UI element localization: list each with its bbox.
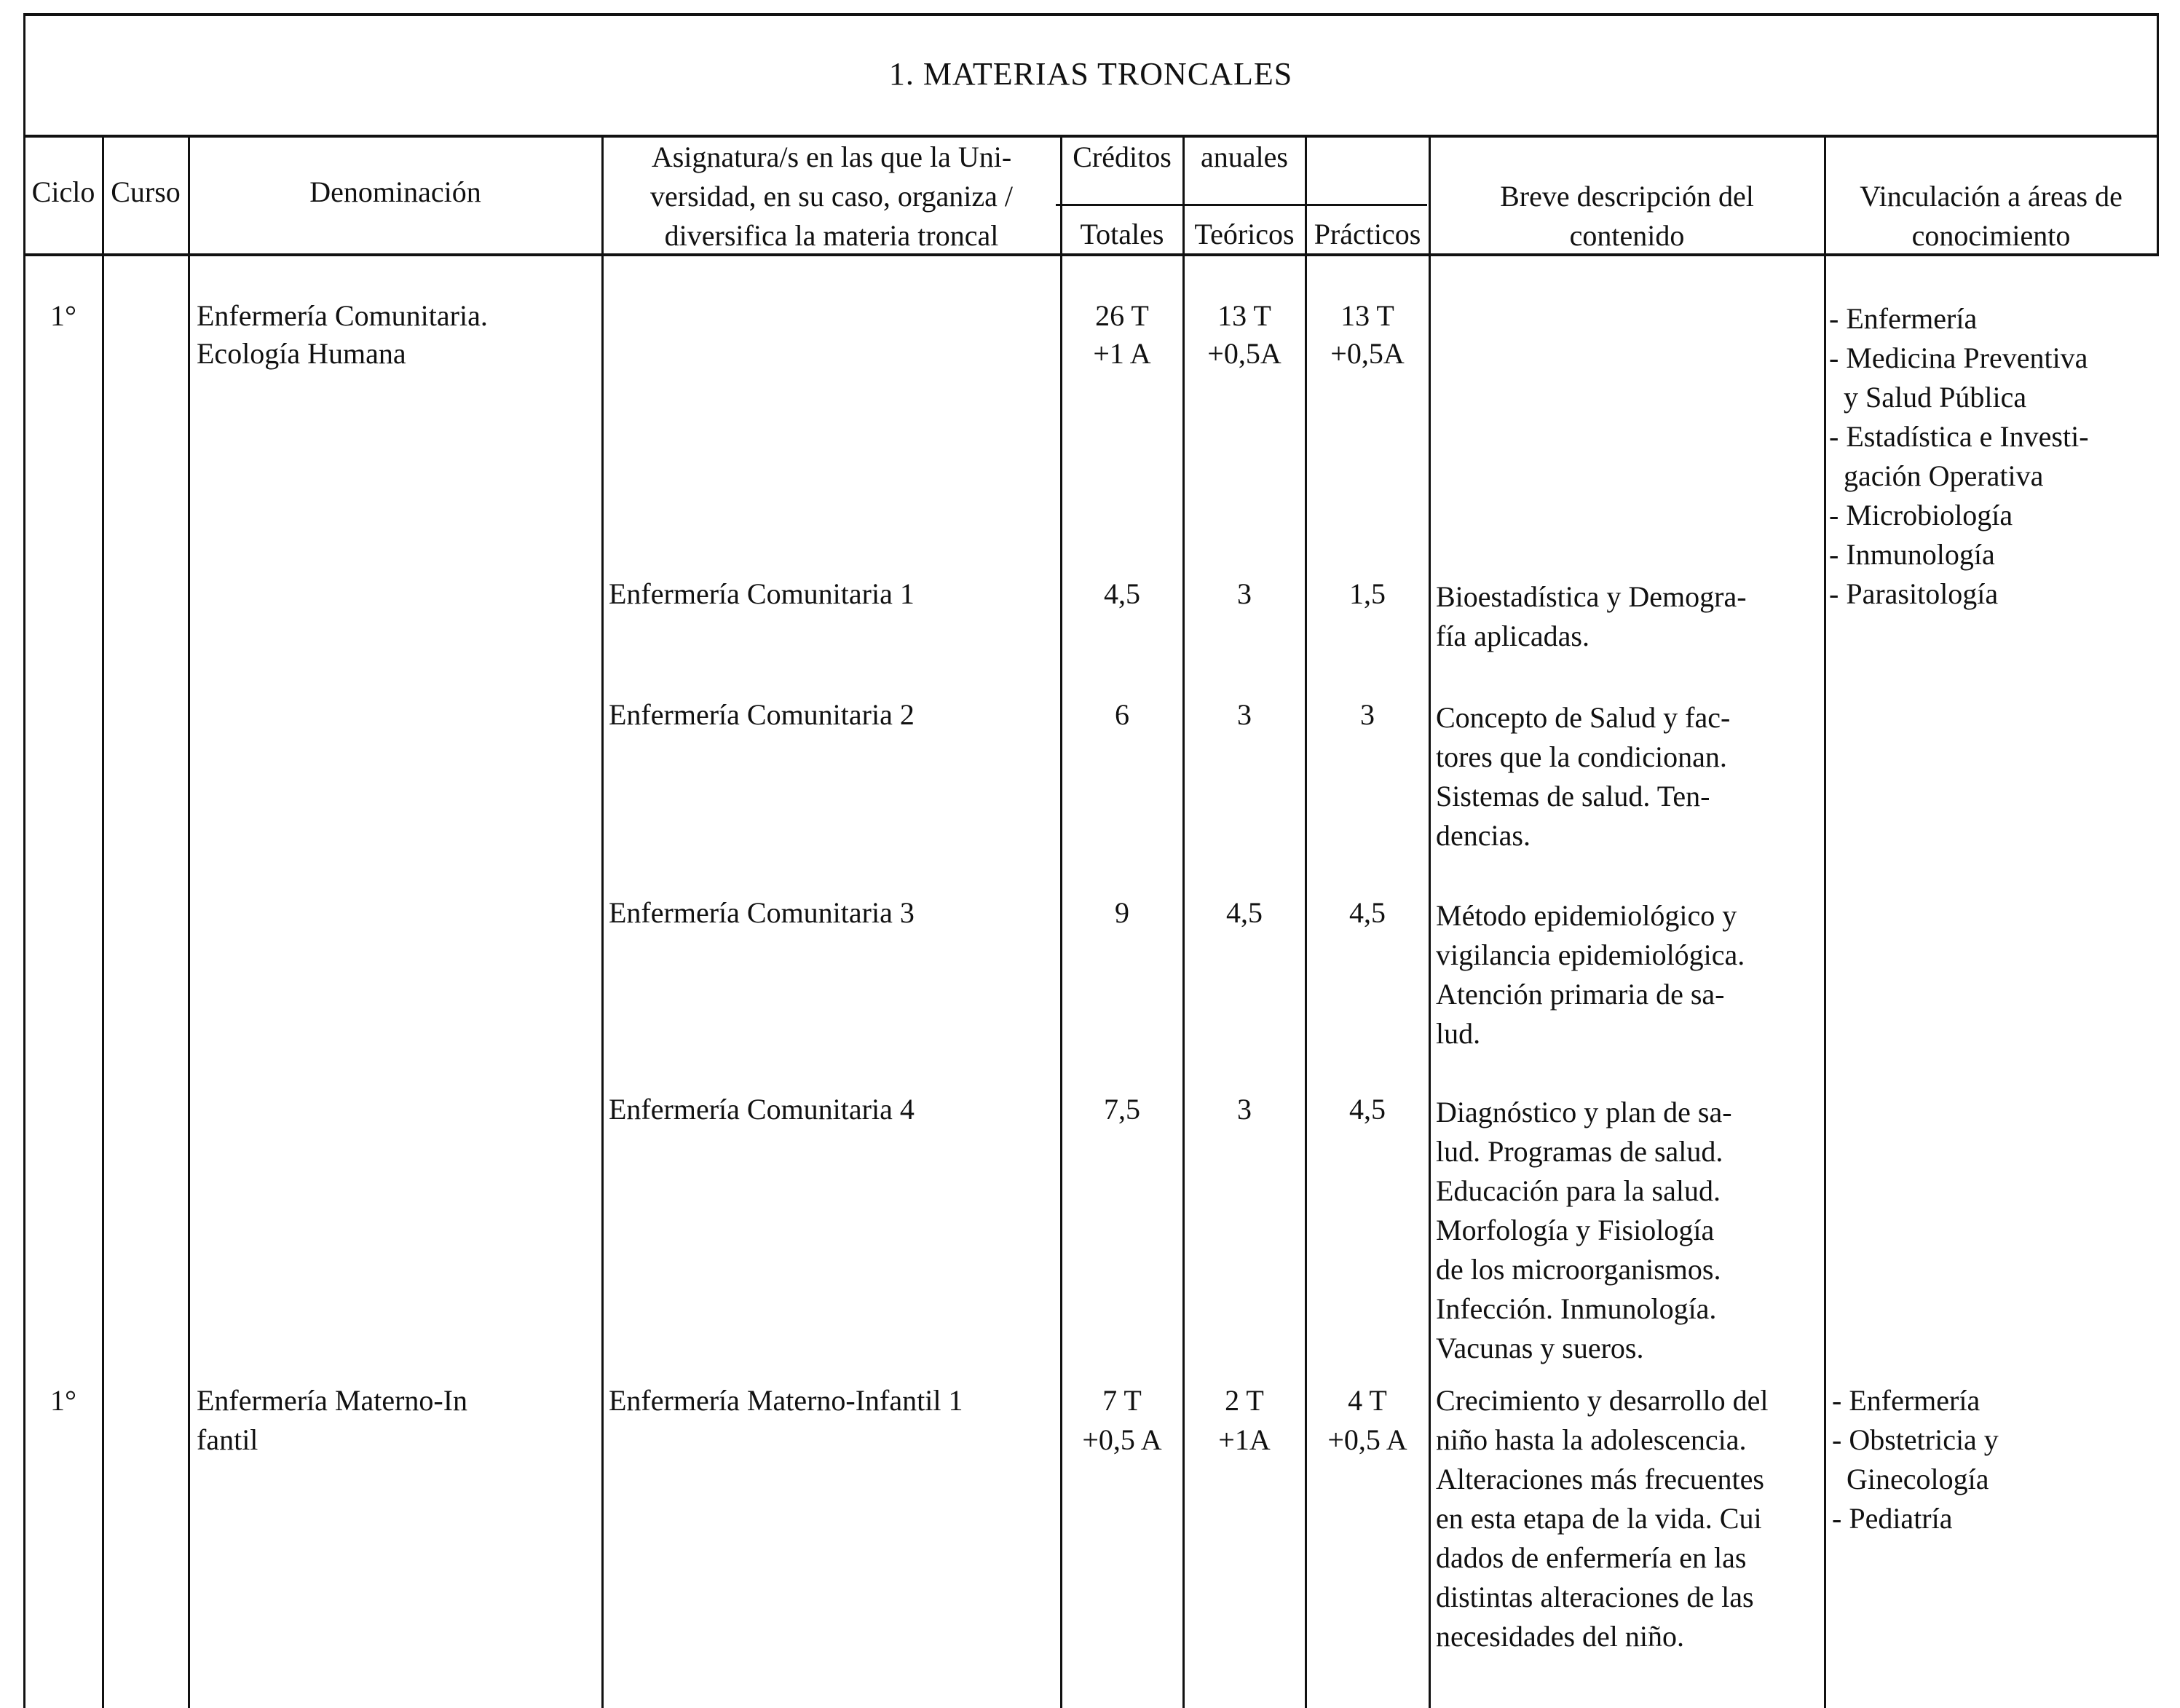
header-asignatura-line1: Asignatura/s en las que la Uni- [651,141,1012,173]
row-descripcion-line4: en esta etapa de la vida. Cui [1436,1502,1762,1535]
header-curso: Curso [111,175,181,208]
col-sep-vinculacion [1824,135,1826,1708]
row-totales-line2: +1 A [1093,337,1151,370]
row-descripcion-line6: Infección. Inmunología. [1436,1292,1717,1325]
row-vinculacion-line1: - Enfermería [1829,302,1978,335]
row-denominacion-line2: fantil [197,1423,258,1456]
row-descripcion-line5: dados de enfermería en las [1436,1541,1747,1574]
row-descripcion-line1: Bioestadística y Demogra- [1436,580,1747,613]
row-descripcion-line2: vigilancia epidemiológica. [1436,938,1745,971]
row-denominacion-line1: Enfermería Comunitaria. [197,299,488,332]
row-ciclo: 1° [50,299,76,332]
table-right-border [2157,13,2159,256]
row-descripcion-line1: Crecimiento y desarrollo del [1436,1384,1769,1417]
row-descripcion-line3: Alteraciones más frecuentes [1436,1463,1764,1495]
row-totales: 7,5 [1104,1093,1140,1126]
row-practicos-line2: +0,5A [1330,337,1405,370]
header-vinculacion-line2: conocimiento [1911,219,2071,252]
row-asignatura: Enfermería Comunitaria 2 [609,698,915,731]
row-descripcion-line3: Atención primaria de sa- [1436,978,1725,1011]
row-asignatura: Enfermería Comunitaria 1 [609,577,915,610]
table-left-border [23,13,25,1708]
table-top-border [23,13,2158,16]
header-ciclo: Ciclo [31,175,95,208]
row-vinculacion-line4: - Estadística e Investi- [1829,420,2089,453]
row-totales: 6 [1115,698,1129,731]
row-descripcion-line1: Método epidemiológico y [1436,899,1737,932]
row-practicos: 4,5 [1349,896,1386,929]
row-denominacion-line2: Ecología Humana [197,337,406,370]
row-totales-line1: 26 T [1095,299,1149,332]
row-descripcion-line7: Vacunas y sueros. [1436,1332,1644,1364]
row-descripcion-line4: dencias. [1436,819,1531,852]
row-teoricos-line1: 2 T [1225,1384,1264,1417]
row-vinculacion-line3: y Salud Pública [1829,381,2027,414]
row-descripcion-line1: Concepto de Salud y fac- [1436,701,1731,734]
row-descripcion-line6: distintas alteraciones de las [1436,1581,1754,1613]
row-ciclo: 1° [50,1384,76,1417]
header-teoricos: Teóricos [1194,218,1295,250]
header-asignatura-line2: versidad, en su caso, organiza / [650,180,1013,213]
row-descripcion-line2: tores que la condicionan. [1436,740,1727,773]
col-sep-curso [102,135,104,1708]
row-descripcion-line3: Educación para la salud. [1436,1174,1721,1207]
row-practicos-line2: +0,5 A [1327,1423,1407,1456]
row-descripcion-line3: Sistemas de salud. Ten- [1436,780,1710,813]
row-descripcion-line2: niño hasta la adolescencia. [1436,1423,1747,1456]
header-descripcion-line1: Breve descripción del [1500,180,1754,213]
row-denominacion-line1: Enfermería Materno-In [197,1384,468,1417]
row-teoricos: 3 [1237,698,1252,731]
row-descripcion-line4: Morfología y Fisiología [1436,1214,1715,1246]
row-vinculacion-line6: - Microbiología [1829,499,2013,531]
row-teoricos-line2: +0,5A [1207,337,1281,370]
row-descripcion-line2: fía aplicadas. [1436,620,1589,652]
header-asignatura-line3: diversifica la materia troncal [664,219,999,252]
header-vinculacion-line1: Vinculación a áreas de [1860,180,2122,213]
col-sep-descripcion [1429,135,1431,1708]
row-asignatura: Enfermería Comunitaria 4 [609,1093,915,1126]
row-practicos: 4,5 [1349,1093,1386,1126]
row-practicos-line1: 13 T [1340,299,1394,332]
row-asignatura: Enfermería Materno-Infantil 1 [609,1384,963,1417]
row-totales-line1: 7 T [1102,1384,1142,1417]
row-teoricos-line1: 13 T [1217,299,1271,332]
row-vinculacion-line3: Ginecología [1832,1463,1989,1495]
row-asignatura: Enfermería Comunitaria 3 [609,896,915,929]
row-practicos: 1,5 [1349,577,1386,610]
row-vinculacion-line8: - Parasitología [1829,577,1999,610]
row-descripcion-line5: de los microorganismos. [1436,1253,1721,1286]
row-totales-line2: +0,5 A [1082,1423,1162,1456]
header-descripcion-line2: contenido [1569,219,1685,252]
row-teoricos: 3 [1237,1093,1252,1126]
row-descripcion-line2: lud. Programas de salud. [1436,1135,1723,1168]
header-totales: Totales [1080,218,1164,250]
table-title: 1. MATERIAS TRONCALES [888,56,1293,92]
row-vinculacion-line5: gación Operativa [1829,459,2044,492]
row-descripcion-line1: Diagnóstico y plan de sa- [1436,1096,1732,1128]
credits-header-rule [1056,204,1427,206]
row-vinculacion-line4: - Pediatría [1832,1502,1953,1535]
row-vinculacion-line2: - Obstetricia y [1832,1423,1999,1456]
header-denominacion: Denominación [309,175,481,208]
header-creditos: Créditos [1073,141,1172,173]
header-anuales: anuales [1201,141,1288,173]
row-vinculacion-line1: - Enfermería [1832,1384,1980,1417]
row-descripcion-line7: necesidades del niño. [1436,1620,1684,1653]
row-practicos: 3 [1360,698,1375,731]
row-teoricos: 3 [1237,577,1252,610]
row-teoricos-line2: +1A [1218,1423,1271,1456]
row-vinculacion-line2: - Medicina Preventiva [1829,341,2088,374]
row-totales: 4,5 [1104,577,1140,610]
col-sep-asignatura [601,135,604,1708]
row-practicos-line1: 4 T [1348,1384,1387,1417]
row-vinculacion-line7: - Inmunología [1829,538,1995,571]
col-sep-denominacion [188,135,190,1708]
header-practicos: Prácticos [1314,218,1421,250]
row-descripcion-line4: lud. [1436,1017,1481,1050]
row-totales: 9 [1115,896,1129,929]
row-teoricos: 4,5 [1226,896,1263,929]
